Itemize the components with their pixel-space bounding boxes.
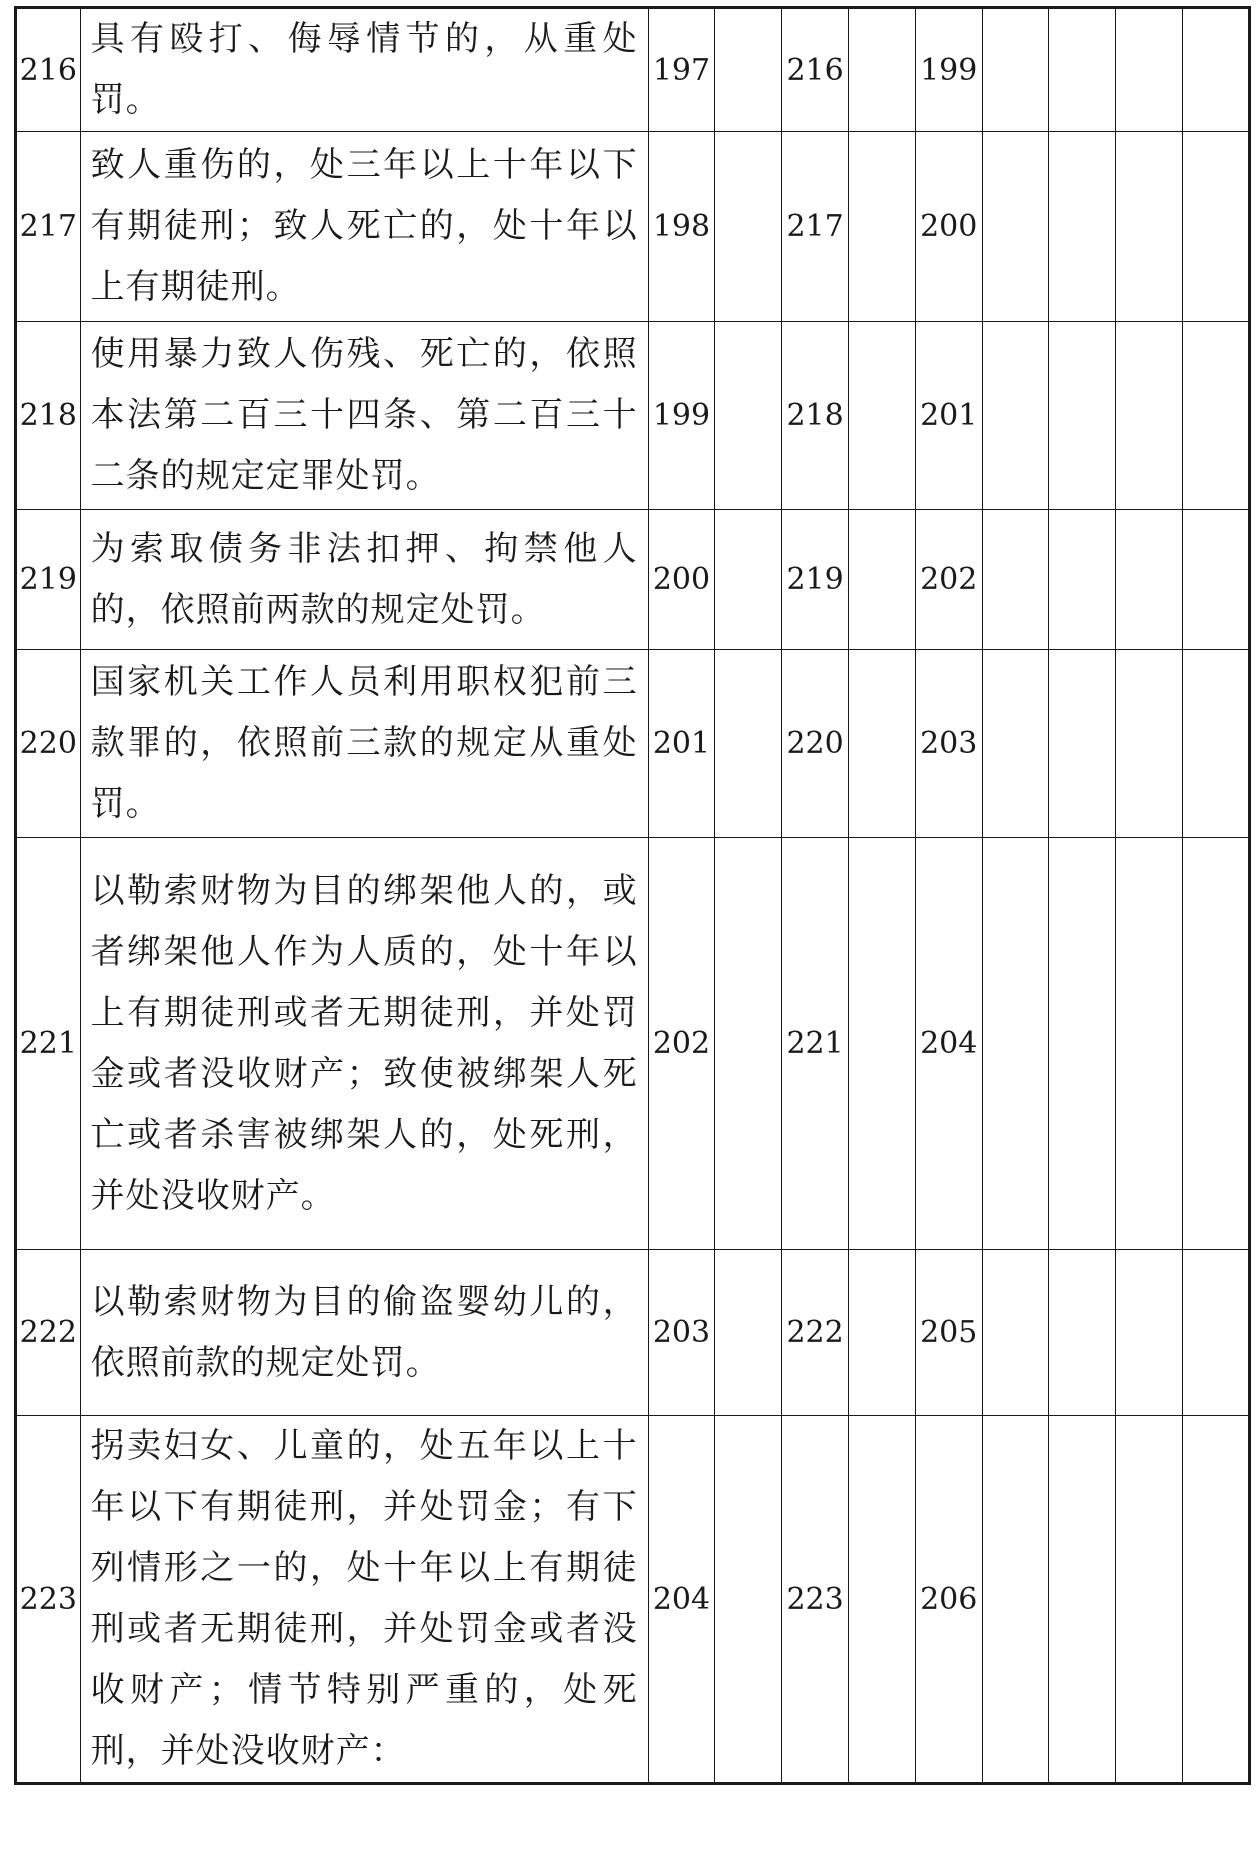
article-text-line: 以勒索财物为目的绑架他人的，或者绑架他人作为人质的，处十年以上有期徒刑或者无期徒刑，并处罚金或者没收财产；致使被绑架人死亡或者杀害被绑架人的，处死刑，并处没收财产。 (90, 870, 638, 1216)
table-row (16, 1416, 1250, 1784)
empty-cell (1116, 650, 1183, 838)
ref-c: 200 (915, 132, 982, 322)
article-text-line: 国家机关工作人员利用职权犯前三款罪的，依照前三款的规定从重处罚。 (90, 662, 638, 824)
empty-cell (1116, 322, 1183, 510)
empty-cell (715, 132, 782, 322)
empty-cell (982, 1250, 1049, 1416)
law-comparison-table (14, 6, 1251, 1785)
ref-b: 216 (782, 8, 849, 132)
empty-cell (1183, 838, 1250, 1250)
table-row (16, 8, 1250, 132)
empty-cell (715, 650, 782, 838)
ref-a: 200 (648, 510, 715, 650)
article-text (80, 322, 648, 510)
empty-cell (982, 838, 1049, 1250)
article-text (80, 838, 648, 1250)
article-number: 219 (16, 510, 81, 650)
empty-cell (715, 322, 782, 510)
article-text-line: 使用暴力致人伤残、死亡的，依照本法第二百三十四条、第二百三十二条的规定定罪处罚。 (90, 334, 638, 496)
empty-cell (1049, 322, 1116, 510)
ref-b: 217 (782, 132, 849, 322)
ref-c: 205 (915, 1250, 982, 1416)
article-text (80, 132, 648, 322)
empty-cell (1116, 132, 1183, 322)
table-row (16, 510, 1250, 650)
empty-cell (1183, 510, 1250, 650)
ref-a: 204 (648, 1416, 715, 1784)
empty-cell (1049, 8, 1116, 132)
empty-cell (1183, 322, 1250, 510)
table-row (16, 132, 1250, 322)
article-number: 218 (16, 322, 81, 510)
empty-cell (982, 132, 1049, 322)
empty-cell (1049, 1250, 1116, 1416)
empty-cell (982, 1416, 1049, 1784)
article-text-line: 拐卖妇女、儿童的，处五年以上十年以下有期徒刑，并处罚金；有下列情形之一的，处十年以上有期徒刑或者无期徒刑，并处罚金或者没收财产；情节特别严重的，处死刑，并处没收财产： (90, 1426, 638, 1771)
table-row (16, 650, 1250, 838)
empty-cell (1116, 510, 1183, 650)
empty-cell (849, 1250, 916, 1416)
ref-c: 203 (915, 650, 982, 838)
ref-b: 223 (782, 1416, 849, 1784)
empty-cell (849, 510, 916, 650)
ref-b: 222 (782, 1250, 849, 1416)
empty-cell (849, 8, 916, 132)
empty-cell (715, 1416, 782, 1784)
empty-cell (1049, 1416, 1116, 1784)
empty-cell (1116, 838, 1183, 1250)
article-number: 216 (16, 8, 81, 132)
empty-cell (1116, 1416, 1183, 1784)
ref-a: 199 (648, 322, 715, 510)
empty-cell (715, 510, 782, 650)
empty-cell (1183, 1416, 1250, 1784)
ref-c: 201 (915, 322, 982, 510)
empty-cell (715, 1250, 782, 1416)
article-text (80, 510, 648, 650)
empty-cell (849, 132, 916, 322)
ref-a: 197 (648, 8, 715, 132)
article-text (80, 650, 648, 838)
article-text-line: 为索取债务非法扣押、拘禁他人的，依照前两款的规定处罚。 (90, 528, 638, 630)
empty-cell (849, 650, 916, 838)
empty-cell (849, 322, 916, 510)
article-text-line: 致人重伤的，处三年以上十年以下有期徒刑；致人死亡的，处十年以上有期徒刑。 (90, 145, 638, 307)
empty-cell (1049, 510, 1116, 650)
table-row (16, 1250, 1250, 1416)
empty-cell (1183, 8, 1250, 132)
article-text (80, 1416, 648, 1784)
ref-b: 219 (782, 510, 849, 650)
article-text (80, 8, 648, 132)
ref-a: 202 (648, 838, 715, 1250)
ref-c: 202 (915, 510, 982, 650)
table-row (16, 838, 1250, 1250)
empty-cell (849, 1416, 916, 1784)
empty-cell (1183, 1250, 1250, 1416)
empty-cell (849, 838, 916, 1250)
ref-c: 204 (915, 838, 982, 1250)
article-number: 220 (16, 650, 81, 838)
empty-cell (982, 8, 1049, 132)
empty-cell (1049, 650, 1116, 838)
ref-c: 206 (915, 1416, 982, 1784)
empty-cell (1183, 132, 1250, 322)
article-number: 223 (16, 1416, 81, 1784)
article-number: 217 (16, 132, 81, 322)
empty-cell (982, 322, 1049, 510)
article-number: 221 (16, 838, 81, 1250)
empty-cell (1049, 132, 1116, 322)
article-text-line: 以勒索财物为目的偷盗婴幼儿的，依照前款的规定处罚。 (90, 1281, 638, 1383)
empty-cell (1183, 650, 1250, 838)
empty-cell (715, 838, 782, 1250)
article-number: 222 (16, 1250, 81, 1416)
ref-b: 220 (782, 650, 849, 838)
table-row (16, 322, 1250, 510)
ref-b: 221 (782, 838, 849, 1250)
empty-cell (1049, 838, 1116, 1250)
empty-cell (1116, 8, 1183, 132)
article-text (80, 1250, 648, 1416)
ref-c: 199 (915, 8, 982, 132)
empty-cell (1116, 1250, 1183, 1416)
ref-a: 203 (648, 1250, 715, 1416)
empty-cell (982, 650, 1049, 838)
empty-cell (982, 510, 1049, 650)
ref-a: 198 (648, 132, 715, 322)
ref-b: 218 (782, 322, 849, 510)
article-text-line: 具有殴打、侮辱情节的，从重处罚。 (90, 19, 638, 120)
ref-a: 201 (648, 650, 715, 838)
empty-cell (715, 8, 782, 132)
